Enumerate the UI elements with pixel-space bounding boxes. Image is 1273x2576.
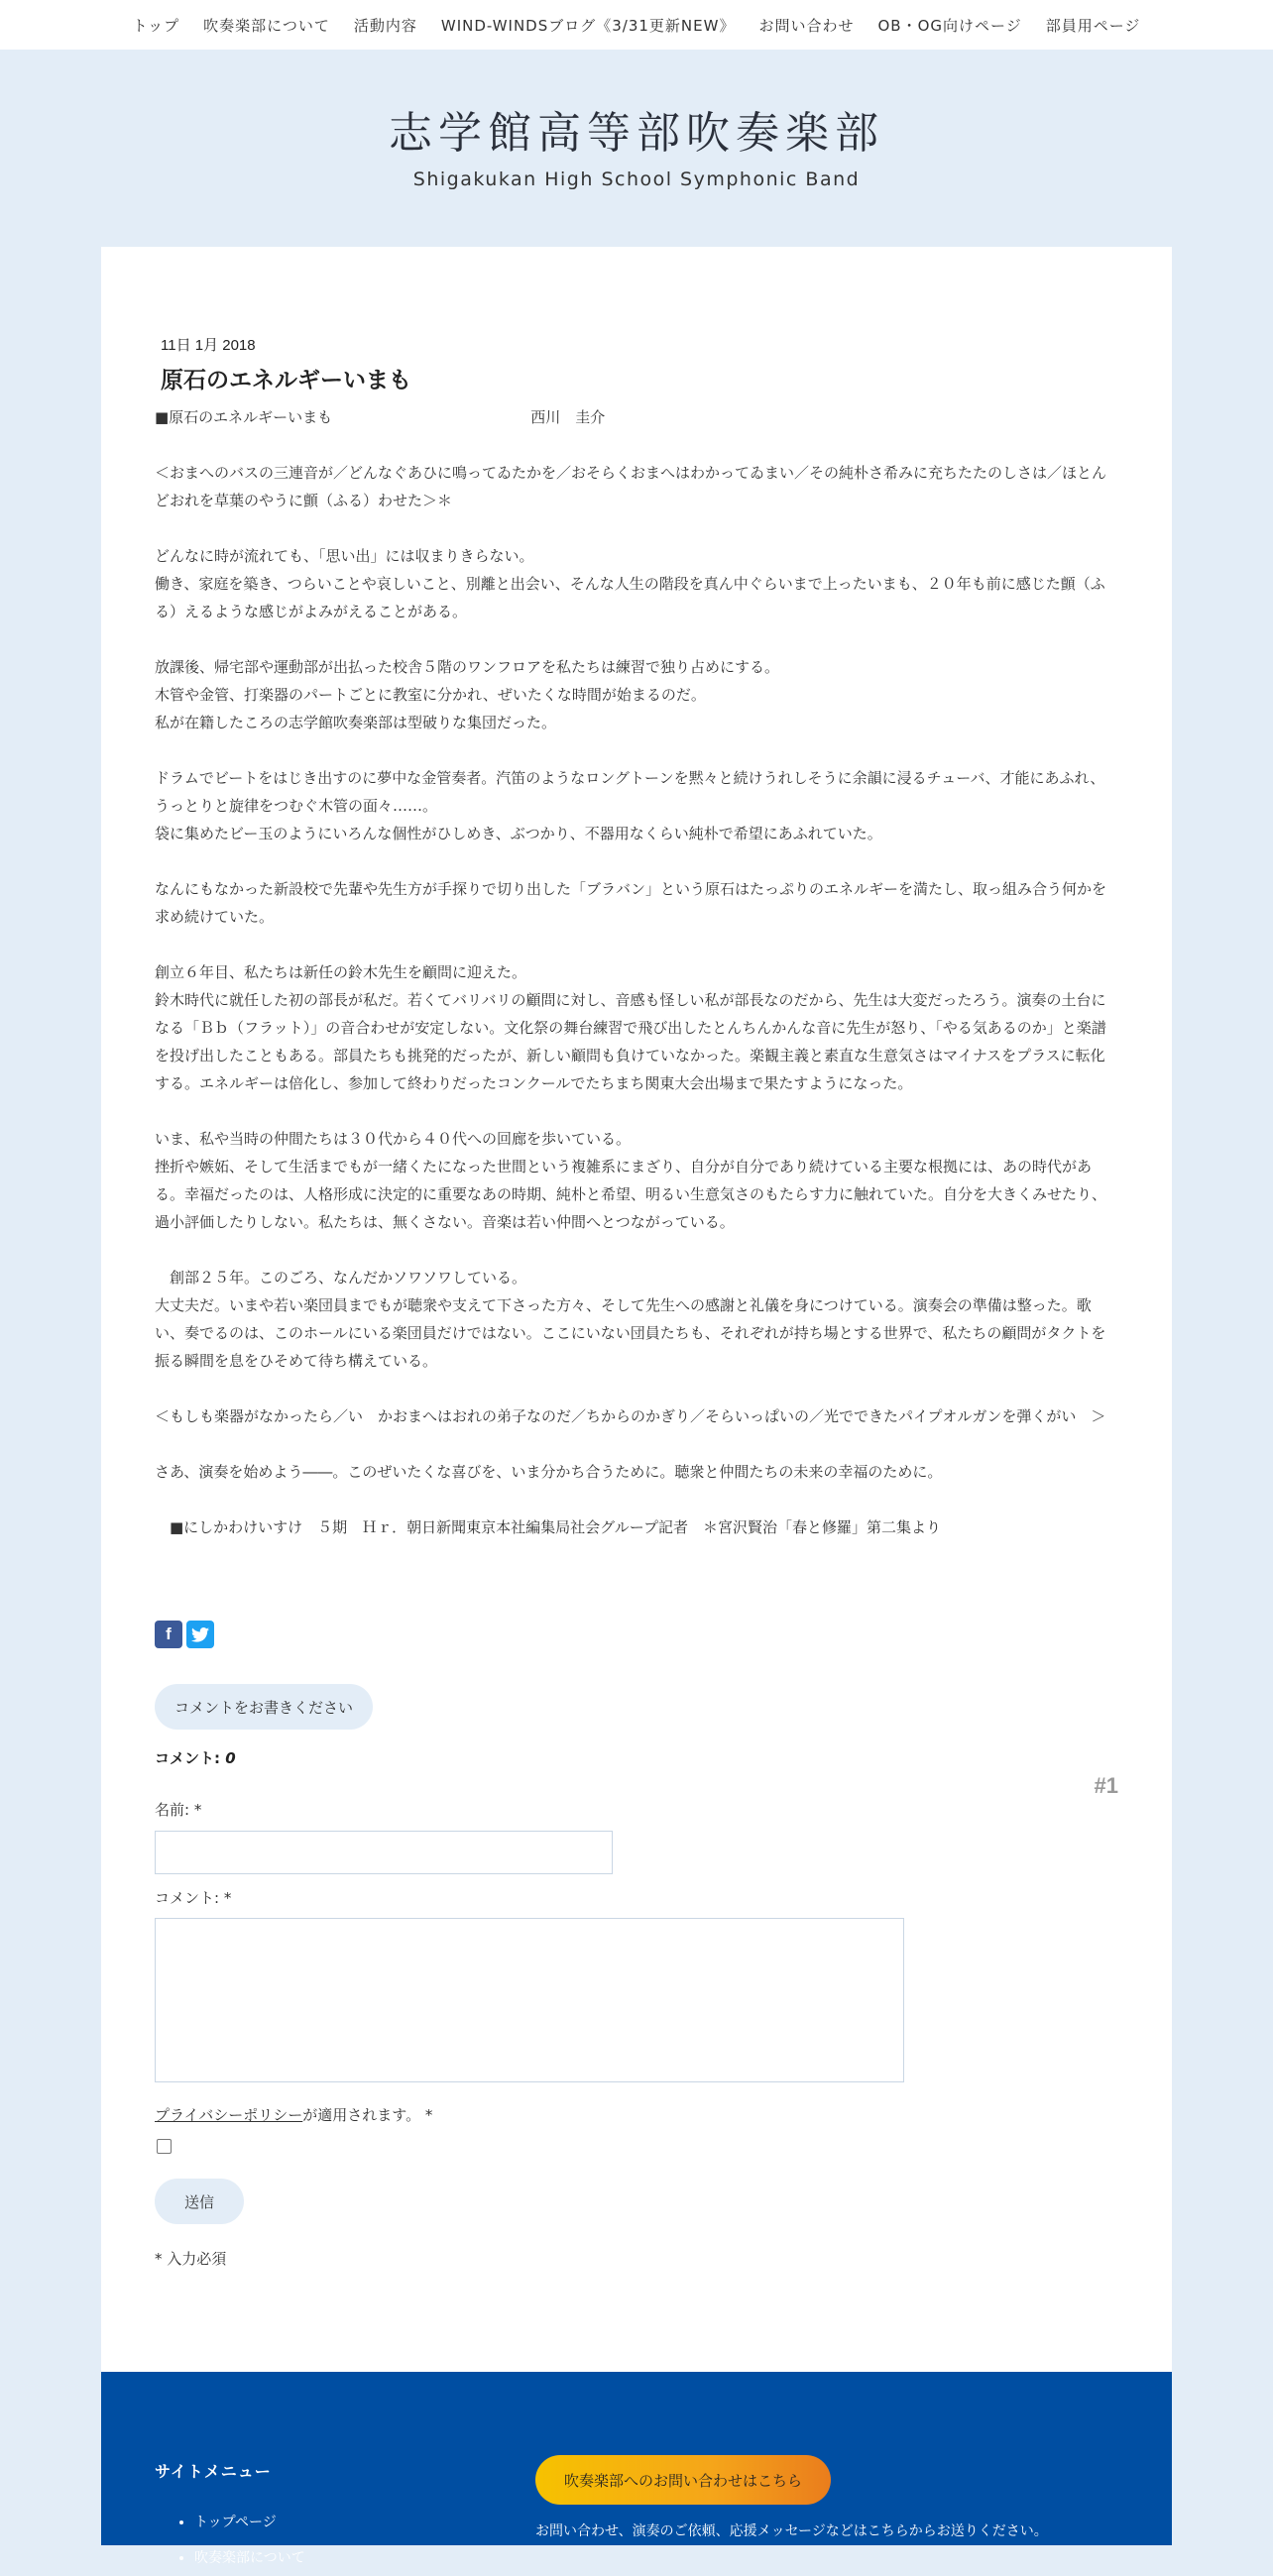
comment-count (155, 1747, 236, 1768)
comment-count-value: 0 (225, 1749, 236, 1767)
comment-number: #1 (1094, 1773, 1118, 1798)
write-comment-button[interactable]: コメントをお書きください (155, 1684, 373, 1730)
byline-author: 西川 圭介 (530, 408, 606, 426)
post-paragraph: 創部２５年。このごろ、なんだかソワソワしている。 大丈夫だ。いまや若い楽団員までもが聴衆や支えて下さった方々、そして先生への感謝と礼儀を身につけている。演奏会の準備は整った。歌い、奏でるのは、このホールにいる楽団員だけではない。ここにいない団員たちも、それぞれが持ち場とする世界で、私たちの顧問がタクトを振る瞬間を息をひそめて待ち構えている。 (155, 1269, 1106, 1370)
privacy-policy-link[interactable]: プライバシーポリシー (155, 2106, 303, 2124)
post-paragraph: ＜もしも楽器がなかったら／い かおまへはおれの弟子なのだ／ちからのかぎり／そらいっぱいの／光でできたパイプオルガンを弾くがい ＞ (155, 1407, 1106, 1425)
post-paragraph: 放課後、帰宅部や運動部が出払った校舎５階のワンフロアを私たちは練習で独り占めにする。 木管や金管、打楽器のパートごとに教室に分かれ、ぜいたくな時間が始まるのだ。 私が在籍したころの志学館吹奏楽部は型破りな集団だった。 (155, 658, 780, 731)
nav-item-about[interactable]: 吹奏楽部について (203, 16, 330, 35)
twitter-bird-icon (191, 1627, 209, 1642)
post-paragraph: ＜おまへのバスの三連音が／どんなぐあひに鳴ってゐたかを／おそらくおまへはわかってゐまい／その純朴さ希みに充ちたたのしさは／ほとんどおれを草葉のやうに顫（ふる）わせた＞＊ (155, 464, 1107, 509)
post-paragraph: どんなに時が流れても、「思い出」には収まりきらない。 働き、家庭を築き、つらいことや哀しいこと、別離と出会い、そんな人生の階段を真ん中ぐらいまで上ったいまも、２０年も前に感じた顫（ふる）えるような感じがよみがえることがある。 (155, 547, 1105, 620)
byline-title: ■原石のエネルギーいまも (155, 408, 333, 426)
post-paragraph: 創立６年目、私たちは新任の鈴木先生を顧問に迎えた。 鈴木時代に就任した初の部長が私だ。若くてバリバリの顧問に対し、音感も怪しい私が部長なのだから、先生は大変だったろう。演奏の土台になる「Ｂｂ（フラット）」の音合わせが安定しない。文化祭の舞台練習で飛び出したとんちんかんな音に先生が怒り、「やる気あるのか」と楽譜を投げ出したこともある。部員たちも挑発的だったが、新しい顧問も負けていなかった。楽観主義と素直な生意気さはマイナスをプラスに転化する。エネルギーは倍化し、参加して終わりだったコンクールでたちまち関東大会出場まで果たすようになった。 (155, 963, 1106, 1092)
facebook-share-icon[interactable]: f (155, 1621, 182, 1648)
contact-button[interactable]: 吹奏楽部へのお問い合わせはこちら (535, 2455, 831, 2505)
post-title: 原石のエネルギーいまも (161, 368, 411, 393)
footer-menu-list (155, 2505, 305, 2576)
contact-note: お問い合わせ、演奏のご依頼、応援メッセージなどはこちらからお送りください。 (535, 2523, 1048, 2539)
twitter-share-icon[interactable] (186, 1621, 214, 1648)
nav-item-contact[interactable]: お問い合わせ (758, 16, 855, 35)
site-footer (101, 2372, 1172, 2566)
comment-textarea[interactable] (155, 1918, 904, 2082)
site-title[interactable]: 志学館高等部吹奏楽部 (389, 108, 884, 159)
name-label: 名前: * (155, 1801, 202, 1819)
share-buttons (155, 1621, 214, 1648)
comment-label: コメント: * (155, 1889, 232, 1907)
nav-item-top[interactable]: トップ (132, 16, 180, 35)
footer-menu-item-top[interactable]: • トップページ (194, 2505, 305, 2540)
post-paragraph: なんにもなかった新設校で先輩や先生方が手探りで切り出した「ブラバン」という原石はたっぷりのエネルギーを満たし、取っ組み合う何かを求め続けていた。 (155, 880, 1107, 926)
required-note: * 入力必須 (155, 2250, 227, 2268)
submit-button[interactable]: 送信 (155, 2179, 244, 2224)
post-paragraph: ドラムでビートをはじき出すのに夢中な金管奏者。汽笛のようなロングトーンを黙々と続けうれしそうに余韻に浸るチューバ、才能にあふれ、うっとりと旋律をつむぐ木管の面々……。 袋に集めたビー玉のようにいろんな個性がひしめき、ぶつかり、不器用なくらい純朴で希望にあふれていた。 (155, 769, 1105, 842)
nav-item-alumni[interactable]: OB・OG向けページ (877, 16, 1022, 35)
name-field[interactable] (155, 1831, 613, 1874)
site-header (0, 50, 1273, 248)
nav-item-activities[interactable]: 活動内容 (353, 16, 417, 35)
privacy-suffix: が適用されます。 * (302, 2106, 433, 2124)
post-paragraph: さあ、演奏を始めよう――。このぜいたくな喜びを、いま分かち合うために。聴衆と仲間たちの未来の幸福のために。 (155, 1463, 943, 1481)
nav-item-blog[interactable]: WIND-WINDSブログ《3/31更新NEW》 (440, 16, 736, 35)
privacy-notice (155, 2104, 432, 2125)
comment-count-label: コメント: (155, 1749, 226, 1767)
post-paragraph: いま、私や当時の仲間たちは３０代から４０代への回廊を歩いている。 挫折や嫉妬、そして生活までもが一緒くたになった世間という複雑系にまざり、自分が自分であり続けている主要な根拠には、あの時代がある。幸福だったのは、人格形成に決定的に重要なあの時期、純朴と希望、明るい生意気さのもたらす力に触れていた。自分を大きくみせたり、過小評価したりしない。私たちは、無くさない。音楽は若い仲間へとつながっている。 (155, 1130, 1107, 1231)
post-byline (155, 403, 1106, 431)
blog-post-container (101, 247, 1172, 2372)
footer-menu-item-about[interactable]: • 吹奏楽部について (194, 2540, 305, 2576)
post-author-note: ■にしかわけいすけ ５期 Ｈｒ．朝日新聞東京本社編集局社会グループ記者 ＊宮沢賢治「春と修羅」第二集より (155, 1518, 941, 1536)
top-navigation (0, 0, 1273, 50)
nav-item-members[interactable]: 部員用ページ (1045, 16, 1141, 35)
post-date: 11日 1月 2018 (161, 337, 256, 354)
privacy-checkbox[interactable] (157, 2139, 172, 2154)
post-body (155, 403, 1106, 1541)
site-subtitle: Shigakukan High School Symphonic Band (412, 168, 861, 190)
footer-menu-heading: サイトメニュー (155, 2462, 272, 2481)
